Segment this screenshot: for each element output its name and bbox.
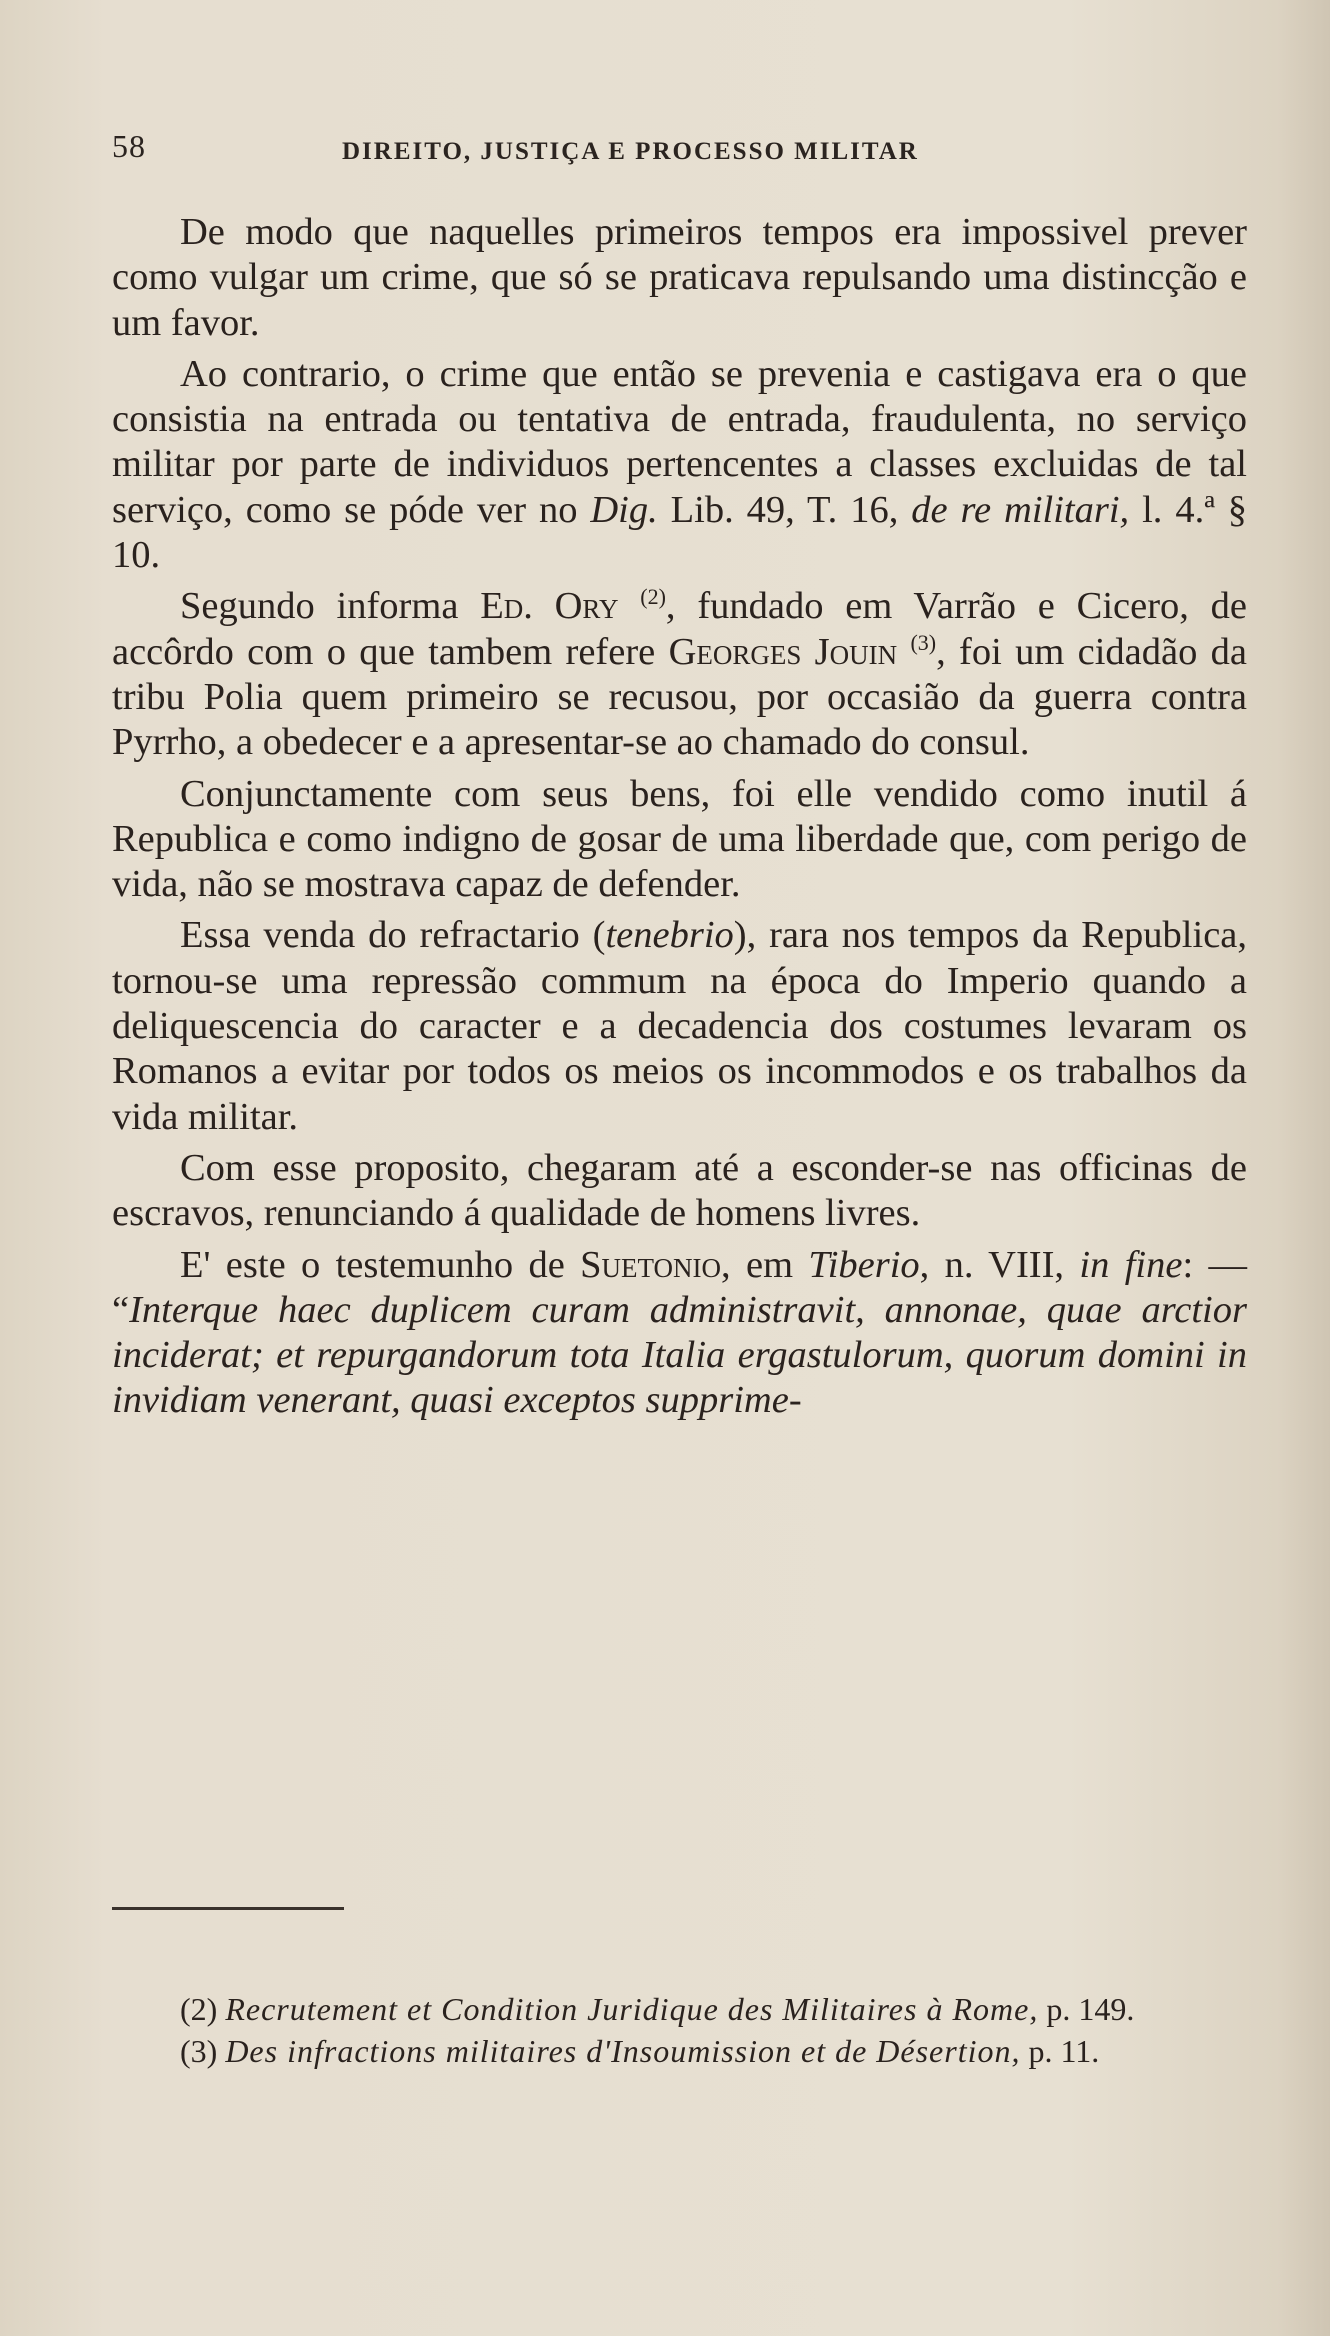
paragraph: Conjunctamente com seus bens, foi elle vendido como inutil á Republica e como indigno de gosar de uma liberdade que, com perigo de vida, não se mostrava capaz de defender. (112, 772, 1247, 906)
latin-quote: Interque haec duplicem curam administravit, annonae, quae arctior inciderat; et repurgandorum tota Italia ergastulorum, quorum domini in invidiam venerant, quasi exceptos supprime- (112, 1288, 1247, 1422)
footnote-ref: (2) (640, 584, 666, 610)
footnote-ref: (3) (910, 629, 937, 655)
footnotes (112, 1990, 1247, 2074)
footnote: (3) Des infractions militaires d'Insoumission et de Désertion, p. 11. (180, 2033, 1100, 2069)
running-title: DIREITO, JUSTIÇA E PROCESSO MILITAR (342, 138, 919, 165)
body-text (112, 210, 1247, 1430)
footnote: (2) Recrutement et Condition Juridique des Militaires à Rome, p. 149. (180, 1991, 1135, 2027)
author-name: Georges Jouin (668, 630, 898, 673)
page-header (112, 128, 1242, 168)
paragraph: De modo que naquelles primeiros tempos era impossivel prever como vulgar um crime, que só se praticava repulsando uma distincção e um favor. (112, 211, 1247, 344)
author-name: Ed. Ory (480, 585, 619, 628)
paragraph: Ao contrario, o crime que então se prevenia e castigava era o que consistia na entrada ou tentativa de entrada, fraudulenta, no serviço militar por parte de individuos pertencentes a classes excluidas de tal serviço, como se póde ver no Dig. Lib. 49, T. 16, de re militari, l. 4.ª § 10. (112, 352, 1247, 577)
author-name: Suetonio (580, 1243, 722, 1286)
paragraph: E' este o testemunho de Suetonio, em Tiberio, n. VIII, in fine: — “Interque haec duplicem curam administravit, annonae, quae arctior inciderat; et repurgandorum tota Italia ergastulorum, quorum domini in invidiam venerant, quasi exceptos supprime- (112, 1243, 1247, 1422)
page-number: 58 (112, 128, 146, 164)
footnote-number: (3) (180, 2033, 218, 2069)
paragraph: Com esse proposito, chegaram até a esconder-se nas officinas de escravos, renunciando á qualidade de homens livres. (112, 1146, 1247, 1235)
paragraph: Essa venda do refractario (tenebrio), rara nos tempos da Republica, tornou-se uma repressão commum na época do Imperio quando a deliquescencia do caracter e a decadencia dos costumes levaram os Romanos a evitar por todos os meios os incommodos e os trabalhos da vida militar. (112, 914, 1247, 1138)
footnote-number: (2) (180, 1991, 218, 2027)
footnote-divider (112, 1907, 344, 1910)
paragraph: Segundo informa Ed. Ory $^{(2)}$, fundado em Varrão e Cicero, de accôrdo com o que tambem refere Georges Jouin $^{(3)}$, foi um cidadão da tribu Polia quem primeiro se recusou, por occasião da guerra contra Pyrrho, a obedecer e a apresentar-se ao chamado do consul. (112, 584, 1248, 764)
